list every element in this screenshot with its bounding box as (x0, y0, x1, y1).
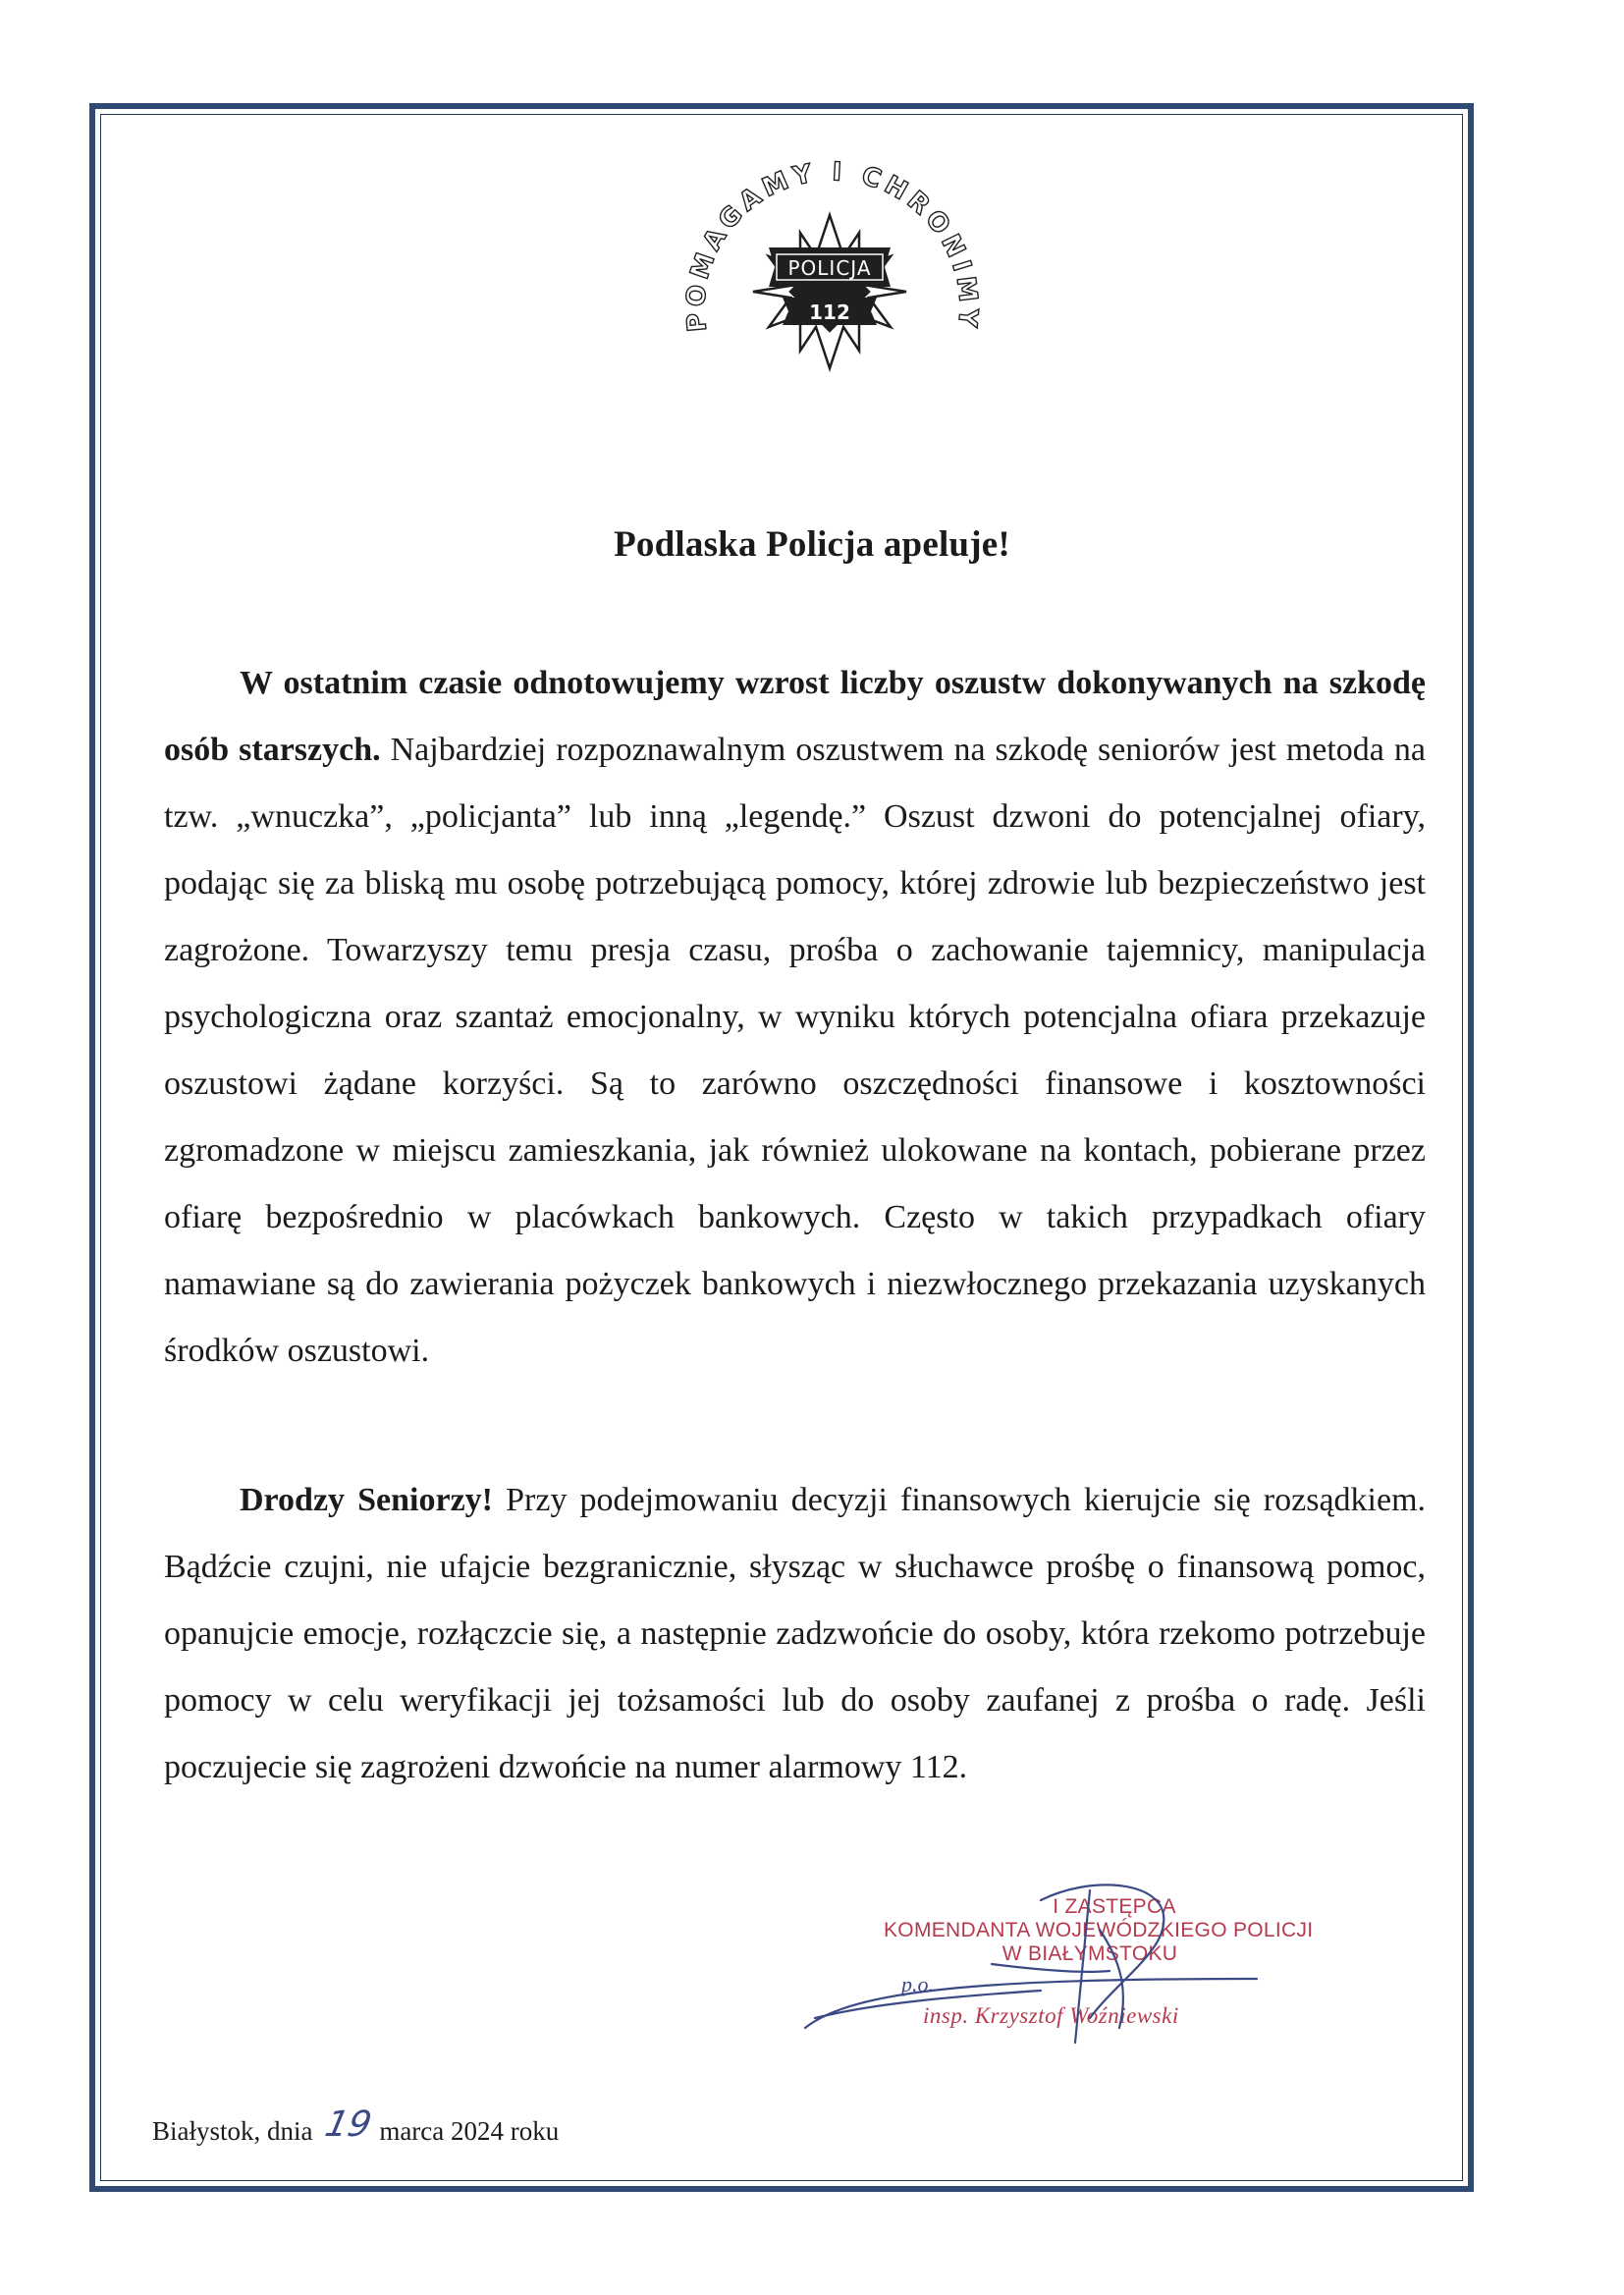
paragraph-2-text: Przy podejmowaniu decyzji finansowych kierujcie się rozsądkiem. Bądźcie czujni, nie ufajcie bezgranicznie, słysząc w słuchawce prośbę o finansową pomoc, opanujcie emocje, rozłączcie się, a następnie zadzwońcie do osoby, która rzekomo potrzebuje pomocy w celu weryfikacji jej tożsamości lub do osoby zaufanej z prośba o radę. Jeśli poczujecie się zagrożeni dzwońcie na numer alarmowy 112. (164, 1482, 1427, 1785)
appeal-paragraph-2 (164, 1467, 1426, 1801)
paragraph-1-lead: W ostatnim czasie odnotowujemy wzrost liczby oszustw dokonywanych na szkodę osób starszych. (164, 665, 1426, 768)
logo-number-text: 112 (809, 301, 850, 324)
appeal-paragraph-1 (164, 650, 1426, 1385)
date-prefix: Białystok, dnia (152, 2116, 313, 2146)
logo-arc-text: POMAGAMY I CHRONIMY (680, 157, 984, 334)
date-line (152, 2104, 560, 2149)
logo-banner-text: POLICJA (787, 256, 872, 280)
page-title: Podlaska Policja apeluje! (614, 524, 1010, 565)
stamp-po: p.o. (901, 1972, 934, 1996)
date-day: 19 (320, 2104, 375, 2145)
police-star-badge-icon (673, 130, 987, 405)
stamp-name: insp. Krzysztof Woźniewski (923, 2003, 1179, 2028)
stamp-line-1: I ZASTĘPCA (1053, 1895, 1176, 1918)
paragraph-1-text: Najbardziej rozpoznawalnym oszustwem na szkodę seniorów jest metoda na tzw. „wnuczka”, „policjanta” lub inną „legendę.” Oszust dzwoni do potencjalnej ofiary, podając się za bliską mu osobę potrzebującą pomocy, której zdrowie lub bezpieczeństwo jest zagrożone. Towarzyszy temu presja czasu, prośba o zachowanie tajemnicy, manipulacja psychologiczna oraz szantaż emocjonalny, w wyniku których potencjalna ofiara przekazuje oszustowi żądane korzyści. Są to zarówno oszczędności finansowe i kosztowności zgromadzone w miejscu zamieszkania, jak również ulokowane na kontach, pobierane przez ofiarę bezpośrednio w placówkach bankowych. Często w takich przypadkach ofiary namawiane są do zawierania pożyczek bankowych i niezwłocznego przekazania uzyskanych środków oszustowi. (164, 732, 1426, 1369)
stamp-line-3: W BIAŁYMSTOKU (1001, 1942, 1178, 1965)
stamp-line-2: KOMENDANTA WOJEWÓDZKIEGO POLICJI (884, 1919, 1314, 1941)
date-suffix: marca 2024 roku (379, 2116, 560, 2146)
paragraph-2-lead: Drodzy Seniorzy! (240, 1482, 494, 1518)
handwritten-signature (795, 1871, 1267, 2052)
